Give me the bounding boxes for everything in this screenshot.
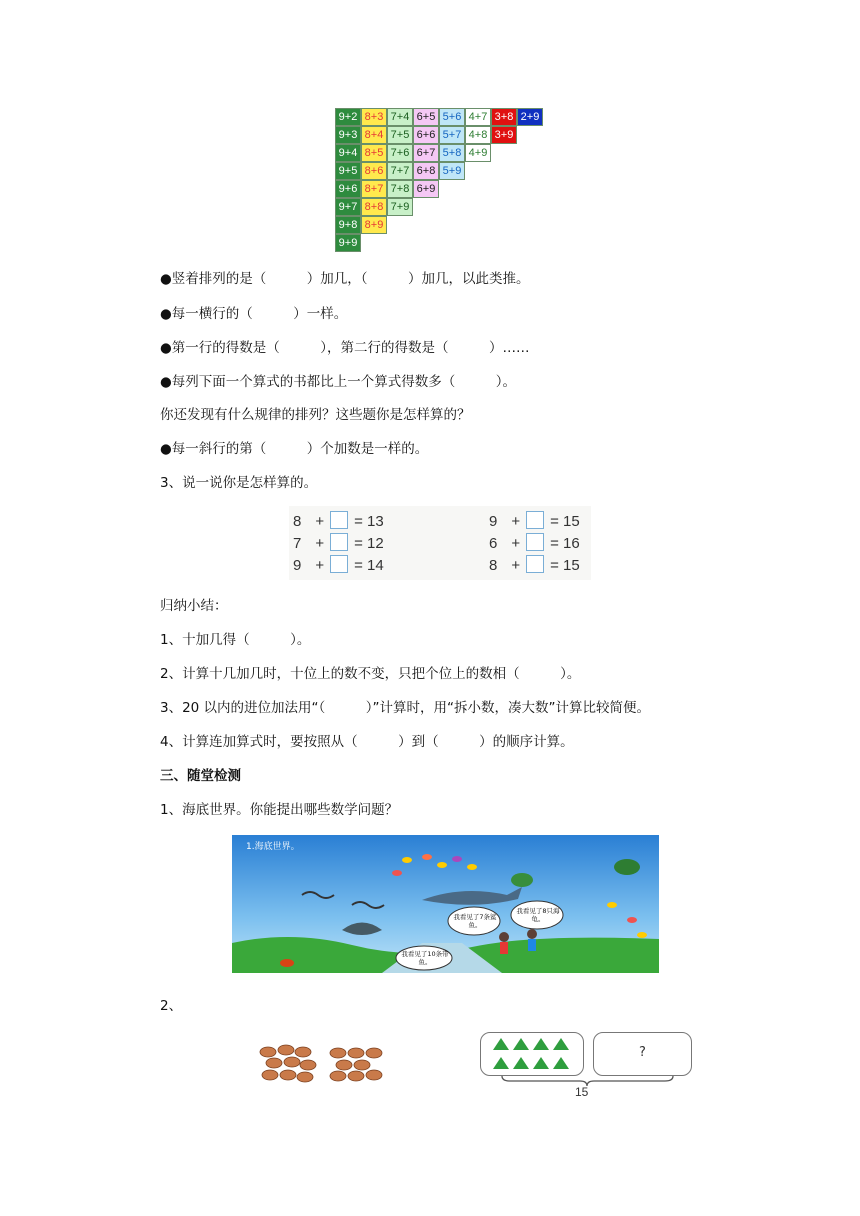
bubble-sharks: 我看见了7条鲨鱼。 (453, 913, 497, 929)
equation-result: = 15 (550, 557, 580, 574)
addend: 9 (489, 513, 498, 530)
plus-sign: + (511, 557, 521, 574)
table-cell: 6+5 (413, 108, 439, 126)
table-cell: 8+9 (361, 216, 387, 234)
table-cell: 9+3 (335, 126, 361, 144)
sea-caption: 1.海底世界。 (246, 842, 300, 852)
addend: 8 (489, 557, 498, 574)
table-cell: 7+9 (387, 198, 413, 216)
answer-box[interactable] (526, 555, 544, 573)
table-cell: 8+5 (361, 144, 387, 162)
bubble-turtles: 我看见了8只海龟。 (516, 907, 560, 923)
bubble-ribbonfish: 我看见了10条带鱼。 (401, 950, 449, 966)
total-label: 15 (575, 1085, 589, 1099)
table-cell: 8+7 (361, 180, 387, 198)
table-cell: 8+8 (361, 198, 387, 216)
table-cell: 6+8 (413, 162, 439, 180)
table-cell: 8+6 (361, 162, 387, 180)
answer-box[interactable] (330, 511, 348, 529)
equation-row (293, 511, 384, 532)
equation-row (293, 533, 384, 554)
table-cell: 5+9 (439, 162, 465, 180)
answer-box[interactable] (330, 533, 348, 551)
equation-row (489, 511, 580, 532)
triangles-box (480, 1032, 584, 1076)
table-cell: 9+7 (335, 198, 361, 216)
summary-item-1: 1、十加几得（ ）。 (160, 632, 311, 648)
bullet-vertical-pattern: ●竖着排列的是（ ）加几，（ ）加几，以此类推。 (160, 271, 530, 287)
table-cell: 3+8 (491, 108, 517, 126)
table-cell: 8+3 (361, 108, 387, 126)
plus-sign: + (315, 535, 325, 552)
plus-sign: + (315, 513, 325, 530)
task-2-heading: 2、 (160, 998, 183, 1014)
equation-row (489, 533, 580, 554)
table-cell: 7+7 (387, 162, 413, 180)
summary-title: 归纳小结： (160, 598, 228, 614)
table-cell: 9+6 (335, 180, 361, 198)
table-cell: 8+4 (361, 126, 387, 144)
addend: 8 (293, 513, 302, 530)
table-cell: 7+6 (387, 144, 413, 162)
summary-item-4: 4、计算连加算式时，要按照从（ ）到（ ）的顺序计算。 (160, 734, 574, 750)
table-cell: 9+9 (335, 234, 361, 252)
section-3-heading: 3、说一说你是怎样算的。 (160, 475, 318, 491)
equation-result: = 16 (550, 535, 580, 552)
equations-picture (289, 506, 591, 580)
question-other-patterns: 你还发现有什么规律的排列？这些题你是怎样算的？ (160, 407, 471, 423)
table-cell: 4+7 (465, 108, 491, 126)
addend: 6 (489, 535, 498, 552)
equation-result: = 14 (354, 557, 384, 574)
equation-result: = 13 (354, 513, 384, 530)
equation-row (489, 555, 580, 576)
equation-result: = 12 (354, 535, 384, 552)
table-cell: 9+8 (335, 216, 361, 234)
equation-row (293, 555, 384, 576)
table-cell: 5+6 (439, 108, 465, 126)
summary-item-3: 3、20 以内的进位加法用“（ ）”计算时，用“拆小数，凑大数”计算比较简便。 (160, 700, 651, 716)
sea-world-picture (232, 835, 659, 973)
table-cell: 9+5 (335, 162, 361, 180)
table-cell: 9+2 (335, 108, 361, 126)
table-cell: 2+9 (517, 108, 543, 126)
plus-sign: + (511, 535, 521, 552)
addend: 7 (293, 535, 302, 552)
table-cell: 9+4 (335, 144, 361, 162)
task-1-heading: 1、海底世界。你能提出哪些数学问题？ (160, 802, 399, 818)
table-cell: 5+7 (439, 126, 465, 144)
plus-sign: + (511, 513, 521, 530)
answer-box[interactable] (330, 555, 348, 573)
table-cell: 5+8 (439, 144, 465, 162)
table-cell: 7+8 (387, 180, 413, 198)
answer-box[interactable] (526, 511, 544, 529)
table-cell: 7+5 (387, 126, 413, 144)
answer-box[interactable] (526, 533, 544, 551)
unknown-box: ? (593, 1032, 692, 1076)
table-cell: 7+4 (387, 108, 413, 126)
addend: 9 (293, 557, 302, 574)
section-quiz-heading: 三、随堂检测 (160, 768, 241, 784)
bullet-column-increase: ●每列下面一个算式的书都比上一个算式得数多（ ）。 (160, 374, 517, 390)
bullet-diagonal-pattern: ●每一斜行的第（ ）个加数是一样的。 (160, 441, 429, 457)
equation-result: = 15 (550, 513, 580, 530)
bullet-row-pattern: ●每一横行的（ ）一样。 (160, 306, 348, 322)
beans-picture (258, 1044, 386, 1084)
table-cell: 6+6 (413, 126, 439, 144)
bullet-row-results: ●第一行的得数是（ ），第二行的得数是（ ）…… (160, 340, 530, 356)
table-cell: 4+9 (465, 144, 491, 162)
table-cell: 3+9 (491, 126, 517, 144)
plus-sign: + (315, 557, 325, 574)
table-cell: 4+8 (465, 126, 491, 144)
summary-item-2: 2、计算十几加几时，十位上的数不变，只把个位上的数相（ ）。 (160, 666, 581, 682)
table-cell: 6+9 (413, 180, 439, 198)
table-cell: 6+7 (413, 144, 439, 162)
